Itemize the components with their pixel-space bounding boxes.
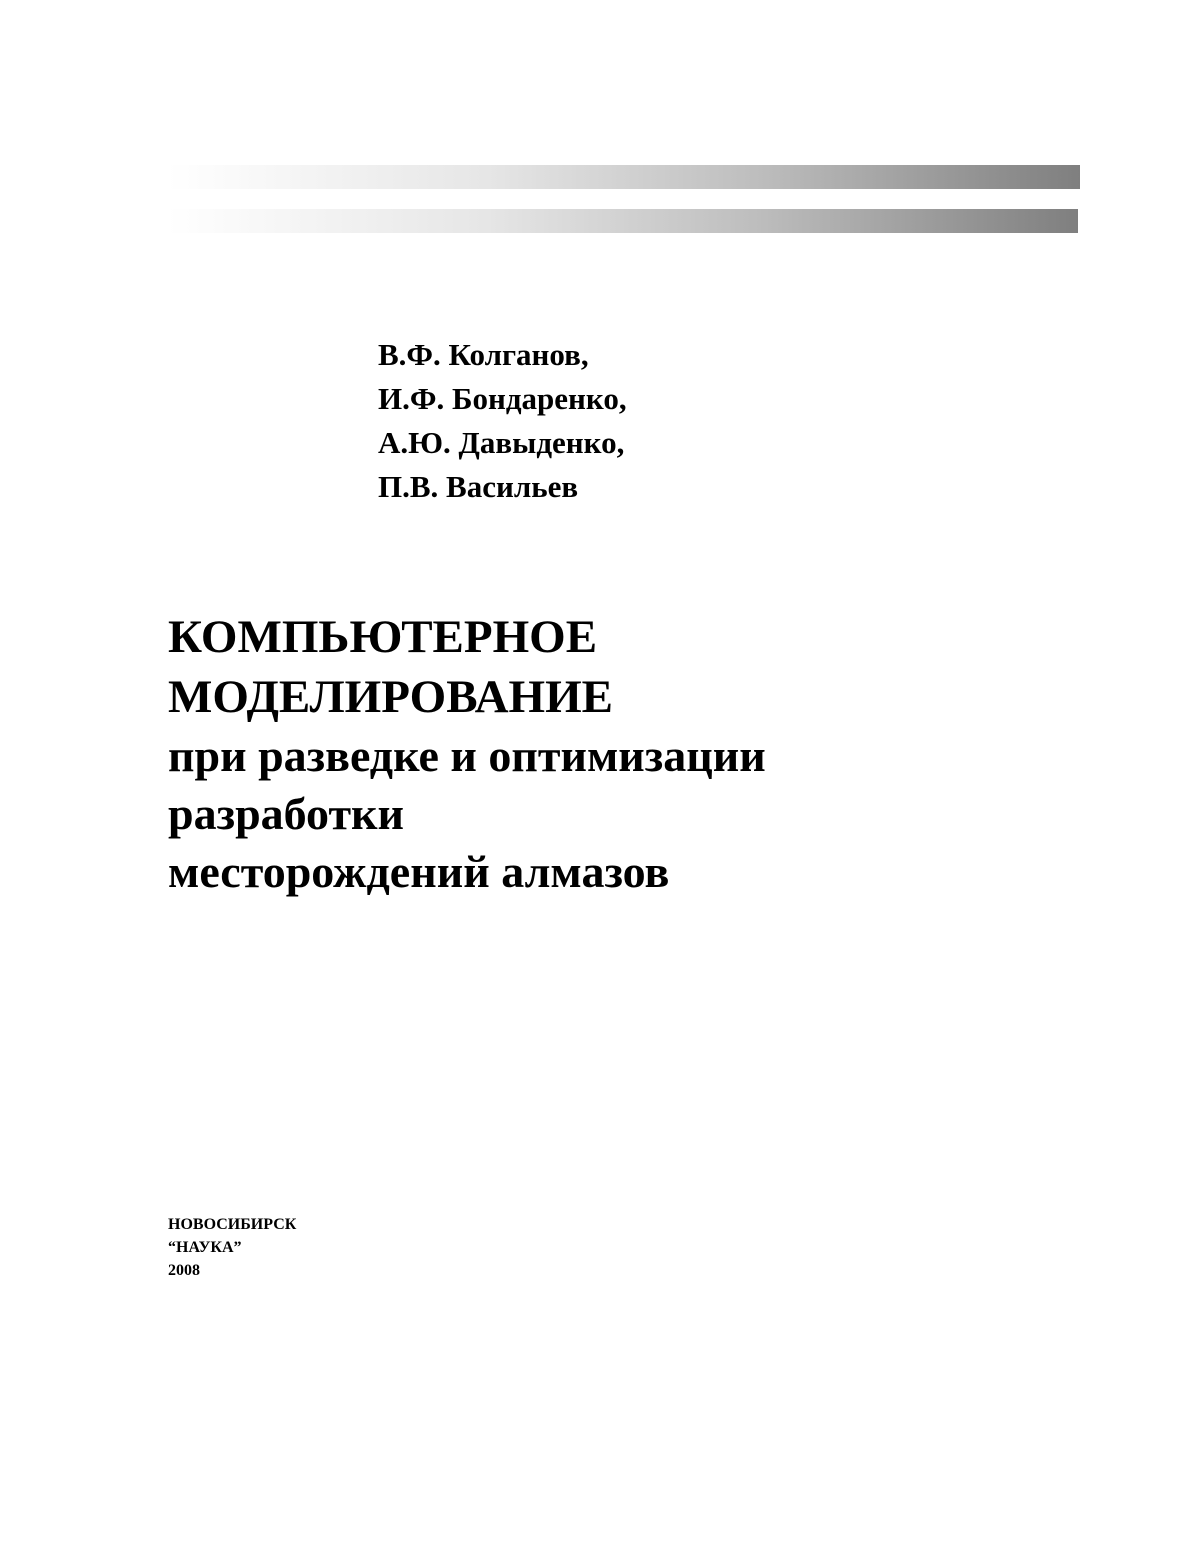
title-main-line: КОМПЬЮТЕРНОЕ (168, 611, 598, 663)
author-name: И.Ф. Бондаренко, (378, 381, 627, 416)
title-subtitle-line: месторождений алмазов (168, 846, 670, 897)
imprint (168, 1213, 296, 1282)
decorative-gradient-bar-top (168, 165, 1080, 189)
author-list (378, 333, 627, 509)
author-name: П.В. Васильев (378, 469, 579, 504)
title-subtitle-line: при разведке и оптимизации (168, 730, 766, 781)
imprint-city: НОВОСИБИРСК (168, 1216, 297, 1233)
author-name: А.Ю. Давыденко, (378, 425, 625, 460)
title-subtitle-line: разработки (168, 788, 405, 839)
book-title (168, 607, 766, 901)
imprint-year: 2008 (168, 1262, 200, 1279)
decorative-gradient-bar-bottom (168, 209, 1078, 233)
author-name: В.Ф. Колганов, (378, 337, 589, 372)
imprint-publisher: “НАУКА” (168, 1239, 242, 1256)
title-main-line: МОДЕЛИРОВАНИЕ (168, 671, 614, 723)
